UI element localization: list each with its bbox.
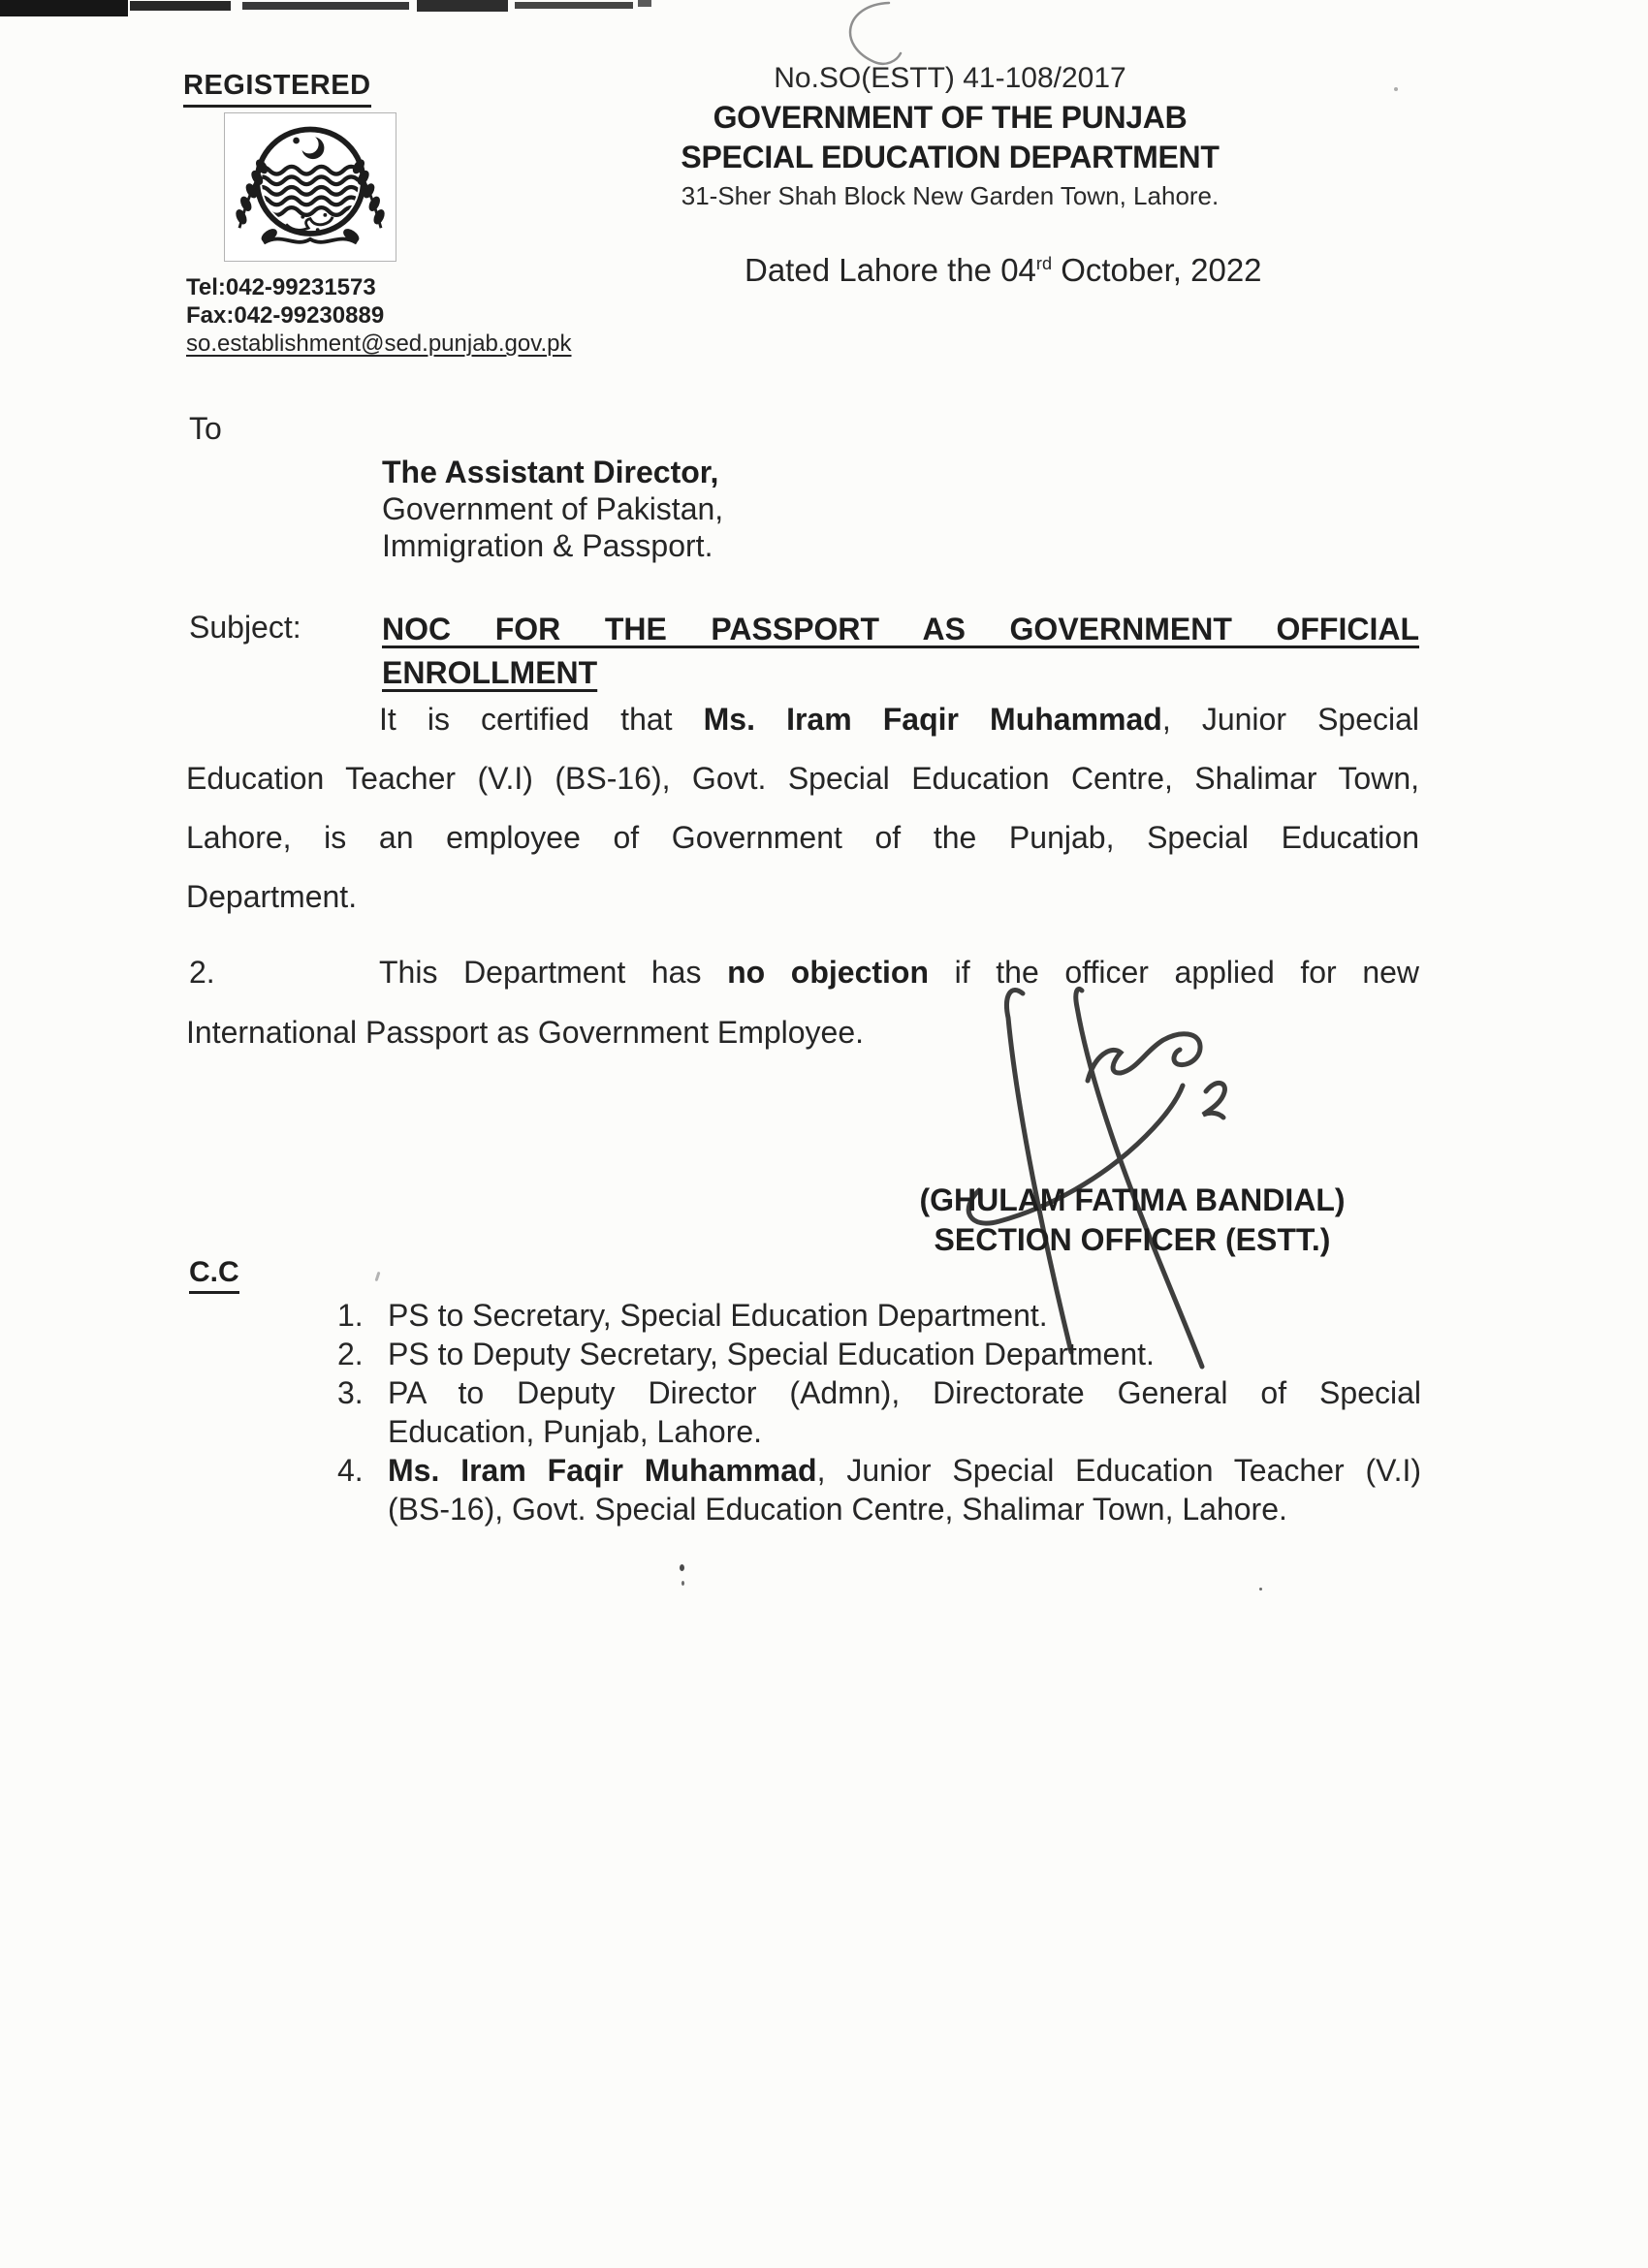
cc-item-text: (BS-16), Govt. Special Education Centre, Shalimar Town, Lahore. bbox=[388, 1492, 1287, 1527]
scan-edge-artifact-segment bbox=[0, 0, 128, 16]
cc-item-1 bbox=[337, 1296, 1421, 1335]
paragraph-number: 2. bbox=[189, 955, 215, 990]
addressee-name: The Assistant Director, bbox=[382, 455, 719, 489]
cc-label: C.C bbox=[189, 1256, 239, 1294]
cc-item-text: PS to Secretary, Special Education Department. bbox=[388, 1298, 1048, 1333]
to-label: To bbox=[189, 411, 222, 446]
body-paragraph-2 bbox=[186, 942, 1419, 1062]
paragraph-line bbox=[186, 690, 1419, 749]
reference-number: No.SO(ESTT) 41-108/2017 bbox=[774, 62, 1126, 94]
no-objection-bold: no objection bbox=[727, 955, 930, 990]
cc-item-3 bbox=[337, 1373, 1421, 1451]
cc-item-text: PA to Deputy Director (Admn), Directorate General of Special bbox=[388, 1375, 1421, 1410]
date-text: October, 2022 bbox=[1052, 252, 1262, 288]
date-text: Dated Lahore the 04 bbox=[745, 252, 1036, 288]
cc-item-text: Education, Punjab, Lahore. bbox=[388, 1414, 763, 1449]
body-text: , Junior Special bbox=[1161, 702, 1419, 737]
cc-item-text: PS to Deputy Secretary, Special Education Department. bbox=[388, 1337, 1155, 1371]
paragraph-line: Education Teacher (V.I) (BS-16), Govt. Special Education Centre, Shalimar Town, bbox=[186, 761, 1419, 796]
scan-speck bbox=[1394, 87, 1398, 91]
scan-edge-artifact-segment bbox=[242, 2, 409, 10]
subject-line-1: NOC FOR THE PASSPORT AS GOVERNMENT OFFICIAL bbox=[382, 612, 1419, 646]
employee-name-bold: Ms. Iram Faqir Muhammad bbox=[703, 702, 1162, 737]
cc-item-number: 1. bbox=[337, 1298, 364, 1333]
scan-speck bbox=[1259, 1588, 1262, 1591]
department-address: 31-Sher Shah Block New Garden Town, Lahore. bbox=[681, 181, 1220, 210]
body-text: if the officer applied for new bbox=[929, 955, 1419, 990]
scan-speck bbox=[680, 1564, 684, 1571]
cc-item-number: 4. bbox=[337, 1453, 364, 1488]
paragraph-line: Lahore, is an employee of Government of the Punjab, Special Education bbox=[186, 820, 1419, 855]
registered-stamp: REGISTERED bbox=[183, 70, 371, 108]
email-address: so.establishment@sed.punjab.gov.pk bbox=[186, 331, 572, 357]
addressee-block bbox=[382, 454, 723, 564]
fax-number: Fax:042-99230889 bbox=[186, 302, 385, 329]
department-title: SPECIAL EDUCATION DEPARTMENT bbox=[681, 140, 1220, 174]
body-text: This Department has bbox=[379, 955, 728, 990]
scan-edge-artifact-segment bbox=[638, 0, 651, 7]
date-ordinal: rd bbox=[1035, 254, 1053, 273]
punjab-crest-logo bbox=[224, 112, 396, 262]
cc-item-2 bbox=[337, 1335, 1421, 1373]
body-text: It is certified that bbox=[379, 702, 704, 737]
subject-line-2: ENROLLMENT bbox=[382, 655, 598, 690]
cc-item-text: , Junior Special Education Teacher (V.I) bbox=[816, 1453, 1421, 1488]
paragraph-line: Department. bbox=[186, 879, 358, 914]
subject-label: Subject: bbox=[189, 610, 301, 645]
employee-name-bold: Ms. Iram Faqir Muhammad bbox=[388, 1453, 817, 1488]
paragraph-line: International Passport as Government Employee. bbox=[186, 1015, 865, 1050]
scan-speck bbox=[375, 1272, 381, 1281]
scan-edge-artifact-segment bbox=[515, 2, 633, 9]
scan-edge-artifact-segment bbox=[130, 1, 231, 11]
letterhead-header bbox=[640, 62, 1260, 211]
letter-date bbox=[745, 252, 1262, 289]
scan-edge-artifact-segment bbox=[417, 0, 508, 12]
government-title: GOVERNMENT OF THE PUNJAB bbox=[713, 100, 1188, 135]
addressee-dept: Immigration & Passport. bbox=[382, 528, 713, 563]
signatory-title: SECTION OFFICER (ESTT.) bbox=[934, 1222, 1331, 1257]
cc-item-text bbox=[388, 1451, 1421, 1490]
paragraph-line bbox=[186, 942, 1419, 1002]
tel-number: Tel:042-99231573 bbox=[186, 274, 376, 300]
body-paragraph-1 bbox=[186, 690, 1419, 927]
cc-list bbox=[337, 1296, 1421, 1528]
cc-item-4 bbox=[337, 1451, 1421, 1528]
punjab-crest-icon bbox=[228, 116, 393, 258]
cc-item-number: 3. bbox=[337, 1375, 364, 1410]
subject-block bbox=[382, 608, 1419, 695]
signatory-block bbox=[900, 1181, 1365, 1260]
addressee-org: Government of Pakistan, bbox=[382, 491, 724, 526]
signatory-name: (GHULAM FATIMA BANDIAL) bbox=[919, 1182, 1346, 1217]
cc-item-number: 2. bbox=[337, 1337, 364, 1371]
